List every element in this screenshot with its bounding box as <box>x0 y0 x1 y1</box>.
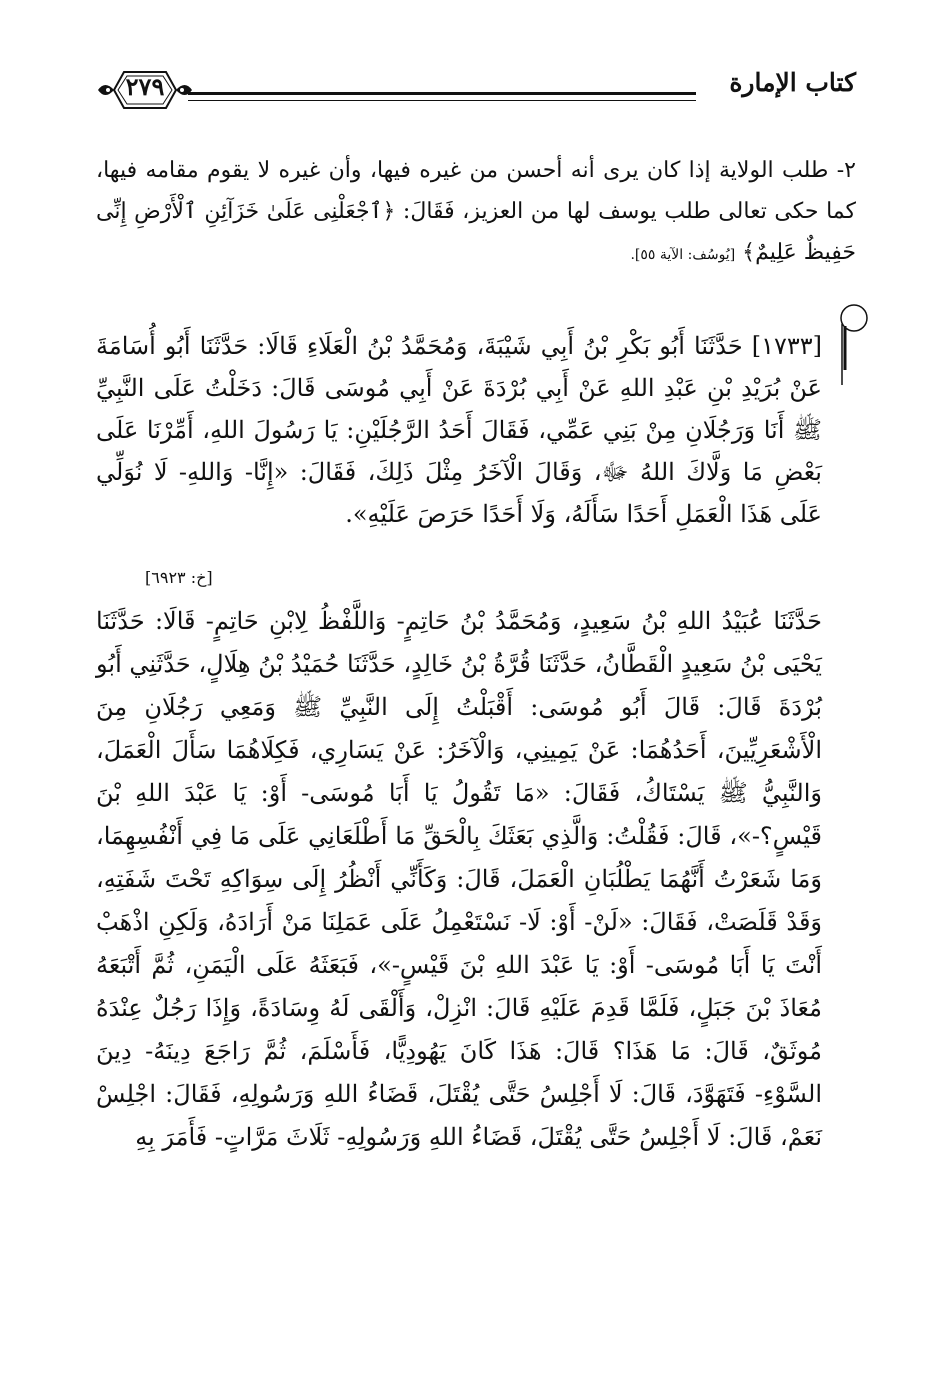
hadith-bracket-icon <box>830 300 870 390</box>
intro-paragraph <box>96 150 856 276</box>
header-rule-thin <box>188 100 696 101</box>
page-number-frame <box>96 62 194 118</box>
header-rule-thick <box>188 92 696 95</box>
hadith-continuation: حَدَّثَنَا عُبَيْدُ اللهِ بْنُ سَعِيدٍ، وَمُحَمَّدُ بْنُ حَاتِمٍ- وَاللَّفْظُ لِابْنِ حَاتِمٍ- قَالَا: حَدَّثَنَا يَحْيَى بْنُ سَعِيدٍ الْقَطَّانُ، حَدَّثَنَا قُرَّةُ بْنُ خَالِدٍ، حَدَّثَنَا حُمَيْدُ بْنُ هِلَالٍ، حَدَّثَنِي أَبُو بُرْدَةَ قَالَ: قَالَ أَبُو مُوسَى: أَقْبَلْتُ إِلَى النَّبِيِّ ﷺ وَمَعِي رَجُلَانِ مِنَ الْأَشْعَرِيِّينَ، أَحَدُهُمَا: عَنْ يَمِينِي، وَالْآخَرُ: عَنْ يَسَارِي، فَكِلَاهُمَا سَأَلَ الْعَمَلَ، وَالنَّبِيُّ ﷺ يَسْتَاكُ، فَقَالَ: «مَا تَقُولُ يَا أَبَا مُوسَى- أَوْ: يَا عَبْدَ اللهِ بْنَ قَيْسٍ؟-»، قَالَ: فَقُلْتُ: وَالَّذِي بَعَثَكَ بِالْحَقِّ مَا أَطْلَعَانِي عَلَى مَا فِي أَنْفُسِهِمَا، وَمَا شَعَرْتُ أَنَّهُمَا يَطْلُبَانِ الْعَمَلَ، قَالَ: وَكَأَنِّي أَنْظُرُ إِلَى سِوَاكِهِ تَحْتَ شَفَتِهِ، وَقَدْ قَلَصَتْ، فَقَالَ: «لَنْ- أَوْ: لَا- نَسْتَعْمِلُ عَلَى عَمَلِنَا مَنْ أَرَادَهُ، وَلَكِنِ اذْهَبْ أَنْتَ يَا أَبَا مُوسَى- أَوْ: يَا عَبْدَ اللهِ بْنَ قَيْسٍ-»، فَبَعَثَهُ عَلَى الْيَمَنِ، ثُمَّ أَتْبَعَهُ مُعَاذَ بْنَ جَبَلٍ، فَلَمَّا قَدِمَ عَلَيْهِ قَالَ: انْزِلْ، وَأَلْقَى لَهُ وِسَادَةً، وَإِذَا رَجُلٌ عِنْدَهُ مُوثَقٌ، قَالَ: مَا هَذَا؟ قَالَ: هَذَا كَانَ يَهُودِيًّا، فَأَسْلَمَ، ثُمَّ رَاجَعَ دِينَهُ- دِينَ السَّوْءِ- فَتَهَوَّدَ، قَالَ: لَا أَجْلِسُ حَتَّى يُقْتَلَ، قَضَاءُ اللهِ وَرَسُولِهِ، فَقَالَ: اجْلِسْ نَعَمْ، قَالَ: لَا أَجْلِسُ حَتَّى يُقْتَلَ، قَضَاءُ اللهِ وَرَسُولِهِ- ثَلَاثَ مَرَّاتٍ- فَأَمَرَ بِهِ <box>96 607 822 1151</box>
page-number: ٢٧٩ <box>125 72 165 101</box>
intro-text: ٢- طلب الولاية إذا كان يرى أنه أحسن من غيره فيها، وأن غيره لا يقوم مقامه فيها، كما حكى تعالى طلب يوسف لها من العزيز، فَقَالَ: ﴿ٱجْعَلْنِى عَلَىٰ خَزَآئِنِ ٱلْأَرْضِ إِنِّى حَفِيظٌ عَلِيمٌ﴾ <box>96 158 856 265</box>
page-header <box>96 62 856 122</box>
verse-reference: [يُوسُف: الآية ٥٥]. <box>630 247 736 263</box>
source-reference: [خ: ٦٩٢٣] <box>145 568 213 587</box>
book-title: كتاب الإمارة <box>729 68 856 97</box>
hadith-1733: [١٧٣٣] حَدَّثَنَا أَبُو بَكْرِ بْنُ أَبِي شَيْبَةَ، وَمُحَمَّدُ بْنُ الْعَلَاءِ قَالَا: حَدَّثَنَا أَبُو أُسَامَةَ عَنْ بُرَيْدِ بْنِ عَبْدِ اللهِ عَنْ أَبِي بُرْدَةَ عَنْ أَبِي مُوسَى قَالَ: دَخَلْتُ عَلَى النَّبِيِّ ﷺ أَنَا وَرَجُلَانِ مِنْ بَنِي عَمِّي، فَقَالَ أَحَدُ الرَّجُلَيْنِ: يَا رَسُولَ اللهِ، أَمِّرْنَا عَلَى بَعْضِ مَا وَلَّاكَ اللهُ ﷻ، وَقَالَ الْآخَرُ مِثْلَ ذَلِكَ، فَقَالَ: «إِنَّا- وَاللهِ- لَا نُوَلِّي عَلَى هَذَا الْعَمَلِ أَحَدًا سَأَلَهُ، وَلَا أَحَدًا حَرَصَ عَلَيْهِ». <box>96 332 822 528</box>
